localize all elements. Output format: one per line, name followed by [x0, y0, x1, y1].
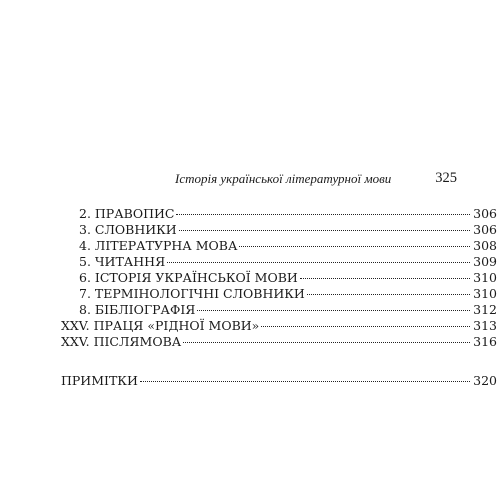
toc-entry-label: 4. ЛІТЕРАТУРНА МОВА [79, 238, 238, 253]
toc-entry [79, 286, 497, 302]
toc-entry-label: 5. ЧИТАННЯ [79, 254, 166, 269]
toc-entry-page: 320 [473, 373, 497, 388]
toc-entry-page: 306 [473, 222, 497, 237]
toc-leader-dots [307, 294, 470, 295]
toc-entry [79, 206, 497, 222]
toc-entry-label: ПРИМІТКИ [61, 373, 138, 388]
toc-entry-label: XXV. ПРАЦЯ «РІДНОЇ МОВИ» [61, 318, 260, 333]
toc-leader-dots [140, 381, 470, 382]
toc-entry [79, 254, 497, 270]
toc-leader-dots [183, 342, 470, 343]
toc-entry [79, 222, 497, 238]
toc-entry-page: 313 [473, 318, 497, 333]
toc-entry [79, 238, 497, 254]
toc-entry-label: 6. ІСТОРІЯ УКРАЇНСЬКОЇ МОВИ [79, 270, 298, 285]
toc-entry [61, 334, 497, 350]
page-number: 325 [435, 170, 457, 186]
toc-leader-dots [300, 278, 470, 279]
toc-leader-dots [176, 214, 470, 215]
toc-leader-dots [197, 310, 470, 311]
toc-entry-page: 312 [473, 302, 497, 317]
toc-entry-page: 310 [473, 286, 497, 301]
running-title: Історія української літературної мови [175, 171, 392, 186]
toc-entry [61, 373, 497, 389]
toc-entry-page: 316 [473, 334, 497, 349]
toc-entry-label: 3. СЛОВНИКИ [79, 222, 177, 237]
toc-leader-dots [179, 230, 470, 231]
toc-entry-label: 7. ТЕРМІНОЛОГІЧНІ СЛОВНИКИ [79, 286, 305, 301]
toc-entry [61, 318, 497, 334]
toc-entry [79, 302, 497, 318]
toc-entry-page: 310 [473, 270, 497, 285]
toc-entry-label: XXV. ПІСЛЯМОВА [61, 334, 182, 349]
toc-leader-dots [167, 262, 470, 263]
toc-leader-dots [239, 246, 470, 247]
toc-entry-page: 308 [473, 238, 497, 253]
toc-entry-label: 2. ПРАВОПИС [79, 206, 175, 221]
toc-entry-page: 309 [473, 254, 497, 269]
toc-entry [79, 270, 497, 286]
toc-leader-dots [261, 326, 470, 327]
toc-entry-page: 306 [473, 206, 497, 221]
toc-entry-label: 8. БІБЛІОГРАФІЯ [79, 302, 196, 317]
